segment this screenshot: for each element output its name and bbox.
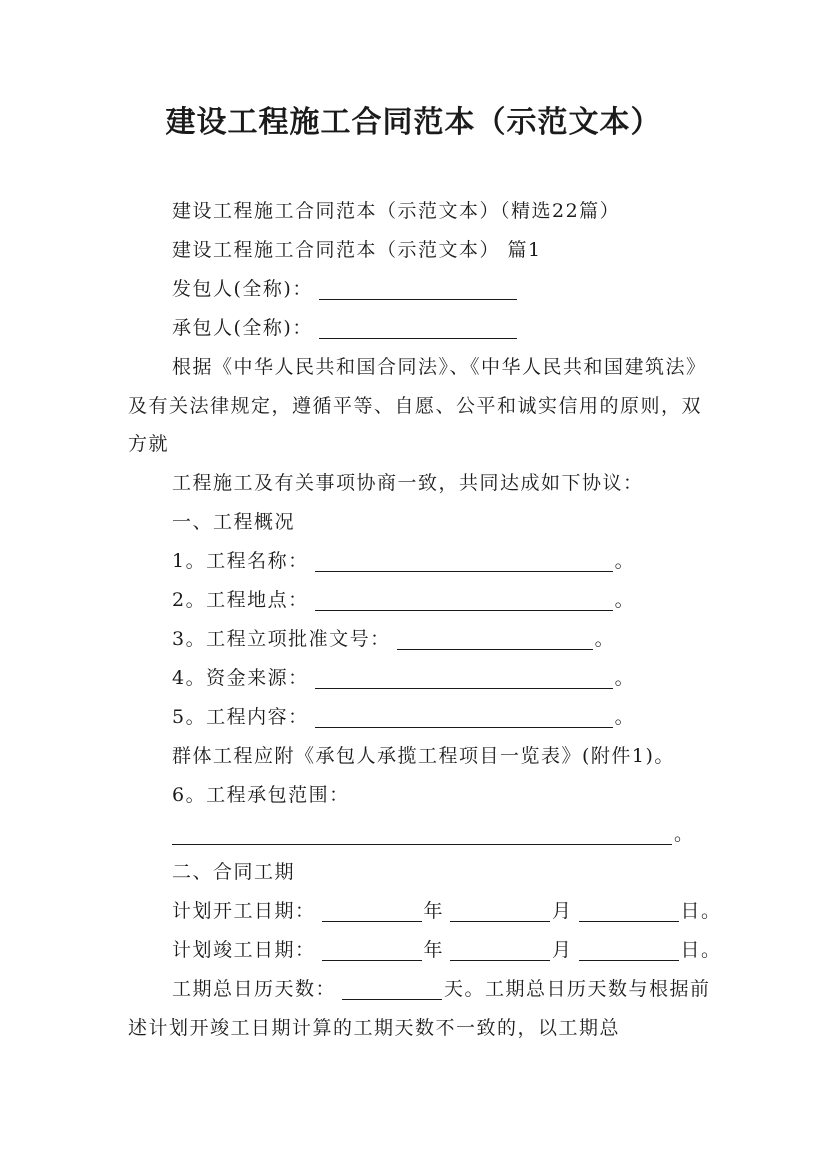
finish-month-blank — [450, 938, 550, 961]
contractor-label: 承包人(全称)： — [172, 316, 313, 339]
item4-end: 。 — [614, 666, 636, 689]
item4-line — [128, 659, 718, 698]
start-month: 月 — [552, 900, 573, 923]
item5-line — [128, 698, 718, 737]
document-body — [128, 192, 722, 1048]
item5-end: 。 — [614, 705, 636, 728]
item5-blank — [315, 705, 613, 728]
item4-blank — [315, 666, 613, 689]
chapter-line: 建设工程施工合同范本（示范文本） 篇1 — [172, 238, 542, 261]
basis-paragraph: 根据《中华人民共和国合同法》、《中华人民共和国建筑法》及有关法律规定，遵循平等、自愿、公平和诚实信用的原则，双方就 — [128, 355, 707, 456]
employer-label: 发包人(全称)： — [172, 277, 313, 300]
start-day: 日。 — [680, 900, 722, 923]
item2-blank — [315, 588, 613, 611]
item1-label: 1。工程名称： — [172, 550, 309, 573]
item1-blank — [315, 549, 613, 572]
item1-end: 。 — [614, 550, 636, 573]
start-date-label: 计划开工日期： — [172, 900, 316, 923]
item3-line — [128, 620, 718, 659]
item2-line — [128, 581, 718, 620]
employer-line — [128, 270, 718, 309]
start-year: 年 — [423, 900, 445, 923]
agreement-line: 工程施工及有关事项协商一致，共同达成如下协议： — [172, 472, 644, 495]
finish-year: 年 — [423, 939, 445, 962]
contractor-line — [128, 309, 718, 348]
contractor-blank — [319, 316, 517, 339]
start-year-blank — [322, 899, 422, 922]
item6-blank — [172, 822, 672, 845]
finish-day: 日。 — [680, 939, 722, 962]
section1-heading: 一、工程概况 — [172, 511, 296, 534]
start-day-blank — [579, 899, 679, 922]
start-month-blank — [450, 899, 550, 922]
total-days-label: 工期总日历天数： — [172, 978, 337, 1001]
item3-label: 3。工程立项批准文号： — [172, 627, 391, 650]
item6-line: 6。工程承包范围： — [172, 783, 350, 806]
section2-heading: 二、合同工期 — [172, 861, 296, 884]
item4-label: 4。资金来源： — [172, 666, 309, 689]
item2-label: 2。工程地点： — [172, 589, 309, 612]
finish-day-blank — [579, 938, 679, 961]
item3-blank — [397, 627, 593, 650]
subtitle-line: 建设工程施工合同范本（示范文本）（精选22篇） — [172, 200, 621, 222]
item6-end: 。 — [674, 822, 695, 845]
total-days-paragraph — [128, 970, 718, 1048]
group-line: 群体工程应附《承包人承揽工程项目一览表》(附件1)。 — [172, 744, 675, 767]
document-title: 建设工程施工合同范本（示范文本） — [165, 105, 662, 140]
total-days-blank — [342, 977, 442, 1000]
employer-blank — [319, 277, 517, 300]
finish-date-line — [128, 931, 722, 970]
item6-blank-line — [128, 815, 718, 854]
item1-line — [128, 542, 718, 581]
finish-month: 月 — [552, 939, 573, 962]
total-days-text: 天。工期总日历天数与根据前述计划开竣工日期计算的工期天数不一致的，以工期总 — [128, 978, 711, 1040]
start-date-line — [128, 892, 722, 931]
finish-date-label: 计划竣工日期： — [172, 939, 316, 962]
finish-year-blank — [322, 938, 422, 961]
item3-end: 。 — [594, 627, 616, 650]
item2-end: 。 — [614, 589, 636, 612]
item5-label: 5。工程内容： — [172, 705, 309, 728]
